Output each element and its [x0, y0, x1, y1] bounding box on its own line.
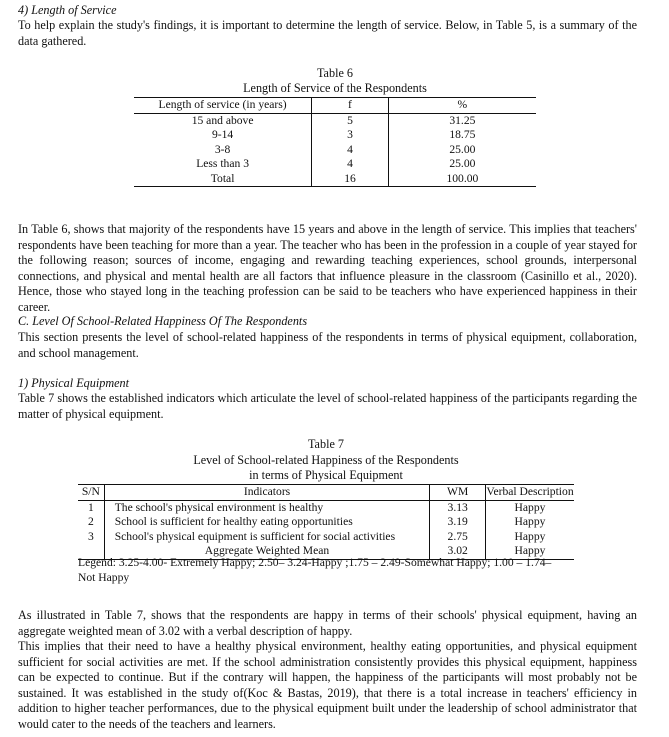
- table-row: [134, 143, 536, 158]
- table7-aggregate-label: Aggregate Weighted Mean: [104, 544, 430, 559]
- table6-cell: 3: [312, 128, 389, 143]
- table-row-total: [134, 172, 536, 187]
- table6-cell: Total: [134, 172, 312, 187]
- table7-implication-paragraph: This implies that their need to have a healthy physical environment, healthy eating opportunities, and physical equipment sufficient for social activities are met. If the school administration consistently provides this physical equipment, happiness can be expected to continue. But if the contrary will happen, the happiness of the participants will most probably not be sustained. It was established in the study of(Koc & Bastas, 2019), that there is a total increase in teachers' efficiency in addition to higher teacher performances, due to the physical equipment built under the leadership of school administrator that would cater to the needs of the teachers and learners.: [18, 639, 637, 731]
- table7-header-row: [78, 485, 574, 501]
- table7-cell: School is sufficient for healthy eating opportunities: [114, 515, 353, 528]
- table7-title: Table 7: [307, 437, 345, 451]
- table6-cell: 100.00: [388, 172, 536, 187]
- table7-cell: Happy: [486, 500, 575, 515]
- section-heading-length-of-service: 4) Length of Service: [18, 3, 117, 17]
- table6-cell: 9-14: [211, 128, 234, 141]
- section-c-intro-paragraph: This section presents the level of school-related happiness of the respondents in terms of physical equipment, collaboration, and school management.: [18, 330, 637, 360]
- table7: [78, 484, 574, 560]
- table7-subtitle-2: in terms of Physical Equipment: [249, 468, 403, 482]
- table7-cell: The school's physical environment is healthy: [114, 500, 324, 514]
- table7-cell: Happy: [486, 515, 575, 530]
- table7-discussion-paragraph: As illustrated in Table 7, shows that the respondents are happy in terms of their schools' physical equipment, having an aggregate weighted mean of 3.02 with a verbal description of happy.: [18, 608, 637, 638]
- table6-cell: 18.75: [449, 128, 476, 141]
- table6-discussion-paragraph: In Table 6, shows that majority of the respondents have 15 years and above in the length of service. This implies that teachers' respondents have been teaching for more than a year. The teacher who has been in the profession in a couple of year stayed for the following reason; sources of income, engaging and rewarding teaching experiences, school grounds, interpersonal connections, and physical and mental health are all factors that influence pleasure in the classroom (Casinillo et al., 2020). Hence, those who stayed long in the teaching profession can be said to be teachers who have experienced happiness in their career.: [18, 222, 637, 314]
- section-1-intro-paragraph: Table 7 shows the established indicators which articulate the level of school-related happiness of the participants regarding the matter of physical equipment.: [18, 391, 637, 421]
- table6-cell: 4: [312, 143, 389, 158]
- table6-cell: 4: [312, 157, 389, 172]
- table7-legend-line: Not Happy: [78, 570, 130, 584]
- table7-cell: 2: [78, 515, 104, 530]
- table6-cell: Less than 3: [196, 157, 249, 170]
- table7-cell: 3: [78, 530, 104, 545]
- table6-cell: 16: [312, 172, 389, 187]
- table7-cell: 3.13: [430, 500, 486, 515]
- table6-cell: 15 and above: [191, 113, 254, 127]
- table7-legend-line: Legend: 3.25-4.00- Extremely Happy; 2.50– 3.24-Happy ;1.75 – 2.49-Somewhat Happy; 1.00 – 1.74–: [78, 556, 552, 569]
- table6-title: Table 6: [316, 66, 354, 80]
- table6-cell: 31.25: [449, 113, 476, 127]
- table6-subtitle: Length of Service of the Respondents: [243, 81, 427, 95]
- table-row: [78, 515, 574, 530]
- section-heading-physical-equipment: 1) Physical Equipment: [18, 376, 130, 390]
- table7-header-indicators: Indicators: [104, 485, 430, 501]
- table7-cell: Happy: [486, 530, 575, 545]
- table6-cell: 25.00: [449, 157, 476, 170]
- table7-cell: 2.75: [430, 530, 486, 545]
- section-intro-paragraph: To help explain the study's findings, it is important to determine the length of service. Below, in Table 5, is a summary of the data gathered.: [18, 18, 637, 48]
- table6-cell: 5: [312, 113, 389, 128]
- table7-cell: School's physical equipment is sufficient for social activities: [114, 529, 396, 543]
- table-row: [78, 530, 574, 545]
- table7-aggregate-description: Happy: [486, 544, 575, 559]
- table6-header-length-label: Length of service (in years): [158, 98, 287, 112]
- section-heading-level-of-happiness: C. Level Of School-Related Happiness Of The Respondents: [18, 314, 308, 328]
- table6-cell: 3-8: [214, 142, 231, 156]
- table6-cell: 25.00: [449, 142, 476, 156]
- table6-header-length: [134, 98, 312, 114]
- table-row: [78, 500, 574, 515]
- table6-header-percent: %: [388, 98, 536, 114]
- table-row: [134, 113, 536, 128]
- table7-header-sn: S/N: [78, 485, 104, 501]
- table-row: [134, 157, 536, 172]
- table7-legend: [78, 556, 574, 585]
- table7-cell: 1: [78, 500, 104, 515]
- table6: [134, 97, 536, 187]
- table7-header-wm: WM: [430, 485, 486, 501]
- table-row: [134, 128, 536, 143]
- table7-cell: 3.19: [430, 515, 486, 530]
- table7-subtitle: Level of School-related Happiness of the Respondents: [193, 453, 459, 467]
- table7-header-verbal-description: Verbal Description: [486, 485, 574, 498]
- table7-aggregate-wm: 3.02: [430, 544, 486, 559]
- table6-header-row: [134, 98, 536, 114]
- table6-header-f: f: [312, 98, 389, 114]
